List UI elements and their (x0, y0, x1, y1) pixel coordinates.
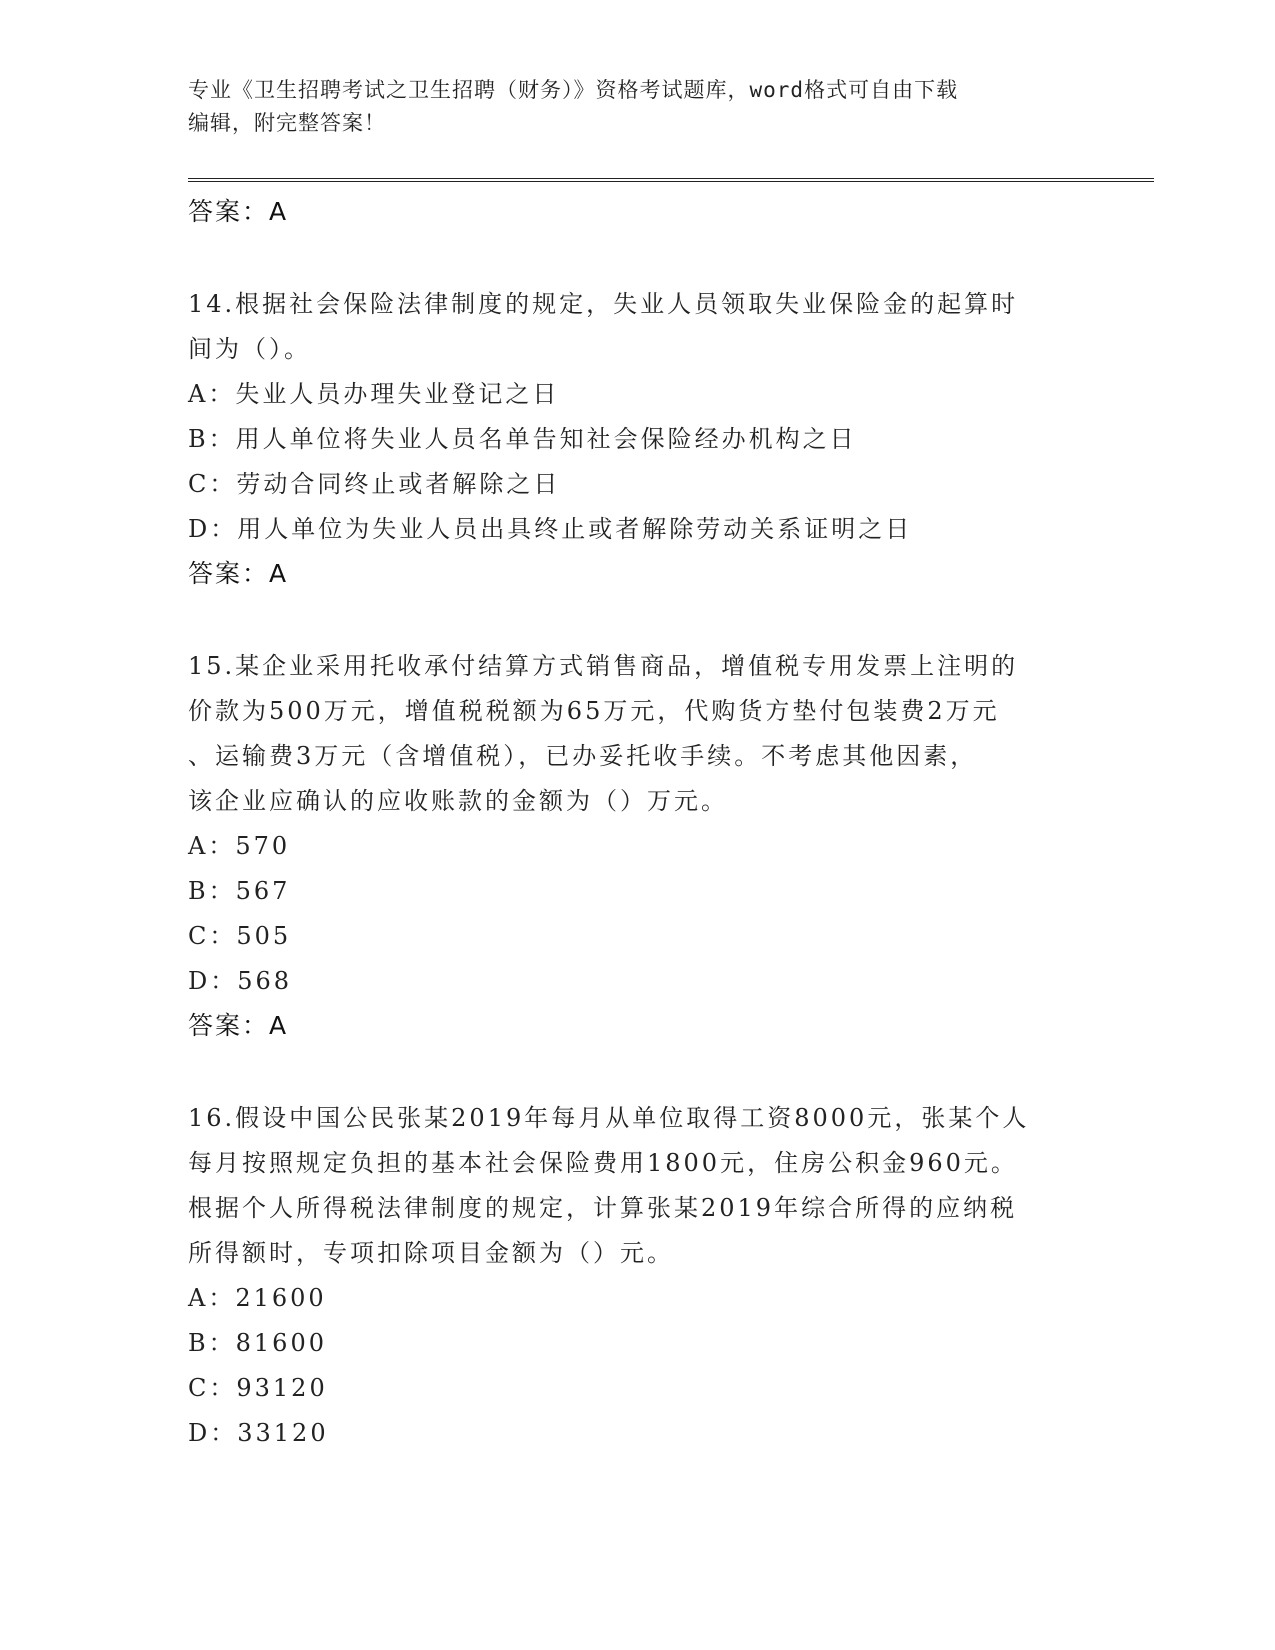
question-16 (188, 1096, 1088, 1456)
option-a: A：失业人员办理失业登记之日 (188, 380, 560, 408)
question-14 (188, 282, 1088, 596)
spacer (188, 234, 1088, 282)
stem-line: 、运输费3万元（含增值税），已办妥托收手续。不考虑其他因素， (188, 742, 978, 770)
stem-line: 根据个人所得税法律制度的规定，计算张某2019年综合所得的应纳税 (188, 1194, 1018, 1222)
option-b: B：81600 (188, 1329, 327, 1357)
option-c: C：93120 (188, 1374, 328, 1402)
option-d: D：33120 (188, 1419, 329, 1447)
spacer (188, 596, 1088, 644)
question-15 (188, 644, 1088, 1048)
question-list (188, 190, 1088, 1456)
stem-line: 每月按照规定负担的基本社会保险费用1800元，住房公积金960元。 (188, 1149, 1018, 1177)
option-c: C：劳动合同终止或者解除之日 (188, 470, 561, 498)
header-line-1: 专业《卫生招聘考试之卫生招聘（财务）》资格考试题库，word格式可自由下载 (188, 78, 959, 102)
question-stem (188, 1096, 1088, 1276)
spacer (188, 1048, 1088, 1096)
option-d: D：568 (188, 967, 293, 995)
stem-line: 价款为500万元，增值税税额为65万元，代购货方垫付包装费2万元 (188, 697, 1000, 725)
stem-line: 14.根据社会保险法律制度的规定，失业人员领取失业保险金的起算时 (188, 290, 1019, 318)
question-stem (188, 282, 1088, 372)
option-c: C：505 (188, 922, 292, 950)
stem-line: 所得额时，专项扣除项目金额为（）元。 (188, 1239, 674, 1267)
question-answer: 答案：A (188, 559, 289, 588)
option-d: D：用人单位为失业人员出具终止或者解除劳动关系证明之日 (188, 515, 913, 543)
stem-line: 15.某企业采用托收承付结算方式销售商品，增值税专用发票上注明的 (188, 652, 1019, 680)
stem-line: 16.假设中国公民张某2019年每月从单位取得工资8000元，张某个人 (188, 1104, 1030, 1132)
page-header (188, 74, 1088, 140)
option-b: B：567 (188, 877, 291, 905)
header-divider (188, 178, 1154, 182)
question-stem (188, 644, 1088, 824)
header-line-2: 编辑，附完整答案！ (188, 111, 386, 135)
stem-line: 间为（）。 (188, 335, 311, 363)
previous-answer: 答案：A (188, 197, 289, 226)
question-answer: 答案：A (188, 1011, 289, 1040)
option-b: B：用人单位将失业人员名单告知社会保险经办机构之日 (188, 425, 857, 453)
option-a: A：570 (188, 832, 291, 860)
option-a: A：21600 (188, 1284, 327, 1312)
stem-line: 该企业应确认的应收账款的金额为（）万元。 (188, 787, 728, 815)
